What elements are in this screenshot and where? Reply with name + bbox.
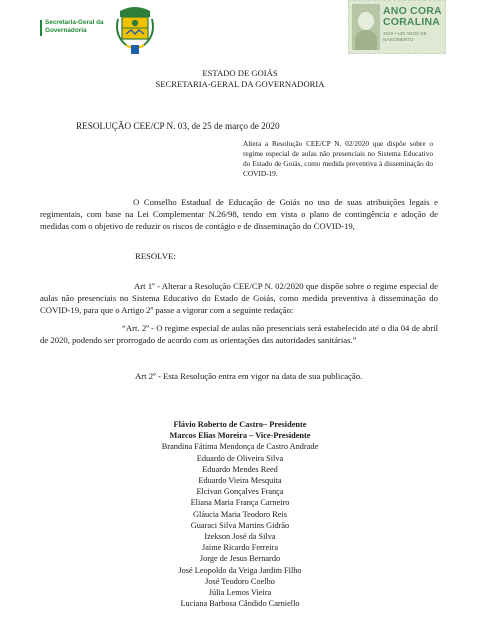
- signatory-member: Júlia Lemos Vieira: [208, 588, 272, 598]
- article-2-new-text: “Art. 2º - O regime especial de aulas não presenciais será estabelecido até o dia 04 de abril de 2020, podendo ser prorrogado de acordo com as orientações das autoridades sanitárias.”: [40, 323, 438, 345]
- portrait-photo: [352, 4, 380, 50]
- signatory-member: Guaraci Silva Martins Gidrão: [190, 520, 290, 530]
- resolution-summary: Altera a Resolução CEE/CP N. 02/2020 que dispõe sobre o regime especial de aulas não presenciais no Sistema Educativo do Estado de Goiás, como medida preventiva à disseminação do COVID-19.: [243, 139, 433, 178]
- signatory-member: Jaime Ricardo Ferreira: [201, 543, 279, 553]
- signatory-member: Jorge de Jesus Bernardo: [199, 554, 281, 564]
- signatory-member: Izekson José da Silva: [204, 532, 276, 542]
- article-2: Art 2º - Esta Resolução entra em vigor na data de sua publicação.: [135, 371, 363, 381]
- signatory-member: Eduardo Mendes Reed: [202, 464, 278, 474]
- signatory-member: Luciana Barbosa Cândido Carniello: [180, 599, 300, 609]
- secretaria-logo: [45, 19, 107, 35]
- coat-of-arms-icon: [114, 5, 156, 57]
- signatory-member: Elcivan Gonçalves França: [196, 487, 284, 497]
- signatories-list: [0, 419, 480, 609]
- signatory-member: José Teodoro Coelho: [205, 576, 275, 586]
- signatory-member: Gláucia Maria Teodoro Reis: [193, 509, 287, 519]
- secretariat-name: SECRETARIA-GERAL DA GOVERNADORIA: [155, 79, 325, 89]
- resolve-heading: RESOLVE:: [135, 251, 176, 261]
- secretaria-logo-text: Secretaria-Geral da Governadoria: [45, 19, 104, 34]
- article-1: Art 1º - Alterar a Resolução CEE/CP N. 02/2020 que dispõe sobre o regime especial de aulas não presenciais no Sistema Educativo do Estado de Goiás, como medida preventiva à disseminação do COVID-19, para que o Artigo 2º passe a vigorar com a seguinte redação:: [40, 281, 438, 315]
- signatory-member: Eduardo Vieira Mesquita: [198, 476, 282, 486]
- resolution-title: RESOLUÇÃO CEE/CP N. 03, de 25 de março de 2020: [76, 121, 280, 131]
- logo-bar: [40, 20, 42, 36]
- signatory-member: Eliana Maria França Carneiro: [190, 498, 290, 508]
- stamp-title: ANO CORA CORALINA: [383, 5, 442, 28]
- signatory-member: Brandina Fátima Mendonça de Castro Andrade: [161, 442, 319, 452]
- signatory-member: José Leopoldo da Veiga Jardim Filho: [178, 565, 302, 575]
- signatory-member: Eduardo de Oliveira Silva: [196, 453, 284, 463]
- signatory-president: Flávio Roberto de Castro– Presidente: [173, 420, 307, 429]
- signatory-vice-president: Marcos Elias Moreira – Vice-Presidente: [169, 431, 311, 441]
- ano-cora-coralina-stamp: [348, 0, 446, 54]
- preamble-paragraph: O Conselho Estadual de Educação de Goiás no uso de suas atribuições legais e regimentais, com base na Lei Complementar N.26/98, tendo em vista o plano de contingência e adoção de medidas com o objetivo de reduzir os riscos de contágio e de disseminação do COVID-19,: [40, 197, 438, 231]
- state-name: ESTADO DE GOIÁS: [202, 68, 278, 78]
- stamp-subtitle: 2019 • 130 ANOS DE NASCIMENTO: [383, 31, 427, 42]
